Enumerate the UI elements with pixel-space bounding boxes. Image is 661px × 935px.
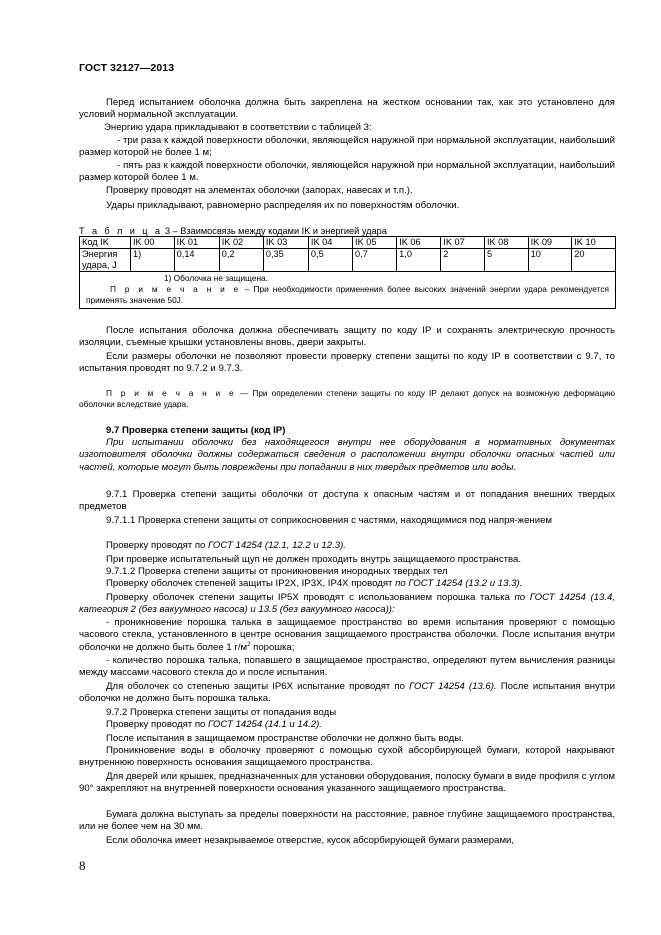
list-item: - пять раз к каждой поверхности оболочки, являющейся наружной при нормальной эксплуатации, наибольший размер которой более 1 м. [79,160,615,184]
paragraph: Удары прикладывают, равномерно распределяя их по поверхностям оболочки. [106,200,460,211]
paragraph: Для дверей или крышек, предназначенных для установки оборудования, полоску бумаги в виде профиля с углом 90° закрепляют на внутренней поверхности основания указанного защищаемого пространства. [79,771,615,795]
table-header-cell: IK 09 [528,237,572,249]
standard-reference: ГОСТ 14254 (12.1, 12.2 и 12.3). [208,540,346,551]
superscript: 2 [247,641,251,648]
table-cell: 0,2 [219,249,263,272]
text-run: Проверку проводят по [106,540,209,551]
table-header-cell: IK 03 [263,237,308,249]
table-row [80,249,616,272]
table-footnote: 1) Оболочка не защищена. [164,273,268,283]
table-header-cell: IK 05 [353,237,397,249]
paragraph: Если размеры оболочки не позволяют провести проверку степени защиты по коду IP в соответствии с 9.7, то испытания проводят по 9.7.2 и 9.7.3. [79,351,615,375]
text-run: порошка; [250,641,295,653]
standard-reference: по ГОСТ 14254 (13.2 и 13.3). [395,578,523,589]
paragraph: Энергию удара прикладывают в соответствии с таблицей 3: [104,122,372,133]
table-header-cell: IK 00 [131,237,175,249]
ik-energy-table [79,236,616,309]
paragraph: После испытания в защищаемом пространстве оболочки не должно быть воды. [106,733,464,744]
document-header: ГОСТ 32127—2013 [79,62,175,74]
table-header-cell: IK 06 [397,237,441,249]
paragraph [79,578,615,590]
text-run: Проверку оболочек степени защиты IP5X проводят с использованием порошка талька [106,592,515,603]
list-item: - три раза к каждой поверхности оболочки, являющейся наружной при нормальной эксплуатации, наибольший размер которой не более 1 м; [79,135,615,159]
note-label: П р и м е ч а н и е [106,388,237,398]
standard-reference: ГОСТ 14254 (14.1 и 14.2). [208,719,322,730]
paragraph: Перед испытанием оболочка должна быть закреплена на жестком основании так, как это установлено для условий нормальной эксплуатации. [79,97,615,121]
table-footer [80,272,616,309]
table-cell: 0,7 [353,249,397,272]
paragraph [79,540,615,552]
standard-reference: ГОСТ 14254 (13.6). [409,681,497,692]
list-item: - количество порошка талька, попавшего в защищаемое пространство, определяют путем вычисления разницы между массами часового стекла до и после испытания. [79,655,615,679]
table-cell: 1) [131,249,175,272]
paragraph: После испытания оболочка должна обеспечивать защиту по коду IP и сохранять электрическую прочность изоляции, съемные крышки установлены вновь, двери закрыты. [79,325,615,349]
table-cell: 0,35 [263,249,308,272]
table-row-label: Энергия удара, J [80,249,131,272]
table-header-cell: IK 01 [174,237,219,249]
list-item [79,617,615,654]
table-footer-row [80,272,616,309]
paragraph: Проверку проводят на элементах оболочки (запорах, навесах и т.п.). [106,185,413,196]
paragraph [79,719,615,731]
table-header-cell: IK 04 [308,237,352,249]
table-cell: 2 [441,249,485,272]
paragraph: Если оболочка имеет незакрываемое отверстие, кусок абсорбирующей бумаги размерами, [106,835,515,846]
paragraph: Проникновение воды в оболочку проверяют с помощью сухой абсорбирующей бумаги, которой накрывают внутреннюю поверхность основания защищаемого пространства. [79,745,615,769]
table-note-label: П р и м е ч а н и е [110,284,241,294]
table-caption-text: 3 – Взаимосвязь между кодами IK и энергией удара [164,226,387,236]
table-caption-label: Т а б л и ц а [79,226,163,236]
paragraph: При испытании оболочки без находящегося внутри нее оборудования в нормативных документах изготовителя оболочки должны содержаться сведения о расположении внутри оболочки опасных частей или частей, которые могут быть повреждены при попадании в них твердых предметов или воды. [79,437,615,473]
subsection-heading: 9.7.1.2 Проверка степени защиты от проникновения инородных твердых тел [106,566,448,577]
note [79,388,615,410]
paragraph: Бумага должна выступать за пределы поверхности на расстояние, равное глубине защищаемого пространства, или не более чем на 30 мм. [79,809,615,833]
table-header-row [80,237,616,249]
table-cell: 1,0 [397,249,441,272]
paragraph [79,592,615,617]
subsection-heading: 9.7.1.1 Проверка степени защиты от соприкосновения с частями, находящимися под напря-жением [106,515,553,526]
table-cell: 5 [484,249,528,272]
table-header-cell: IK 10 [572,237,616,249]
subsection-heading: 9.7.1 Проверка степени защиты оболочки от доступа к опасным частям и от попадания внешних твердых предметов [79,489,615,513]
subsection-heading: 9.7.2 Проверка степени защиты от попадания воды [106,707,337,718]
text-run: Проверку проводят по [106,719,209,730]
standard-reference: по ГОСТ 14254 (13.4, категория 2 (без вакуумного насоса) и 13.5 (без вакуумного насоса)): [79,592,615,616]
text-run: - проникновение порошка талька в защищаемое пространство во время испытания проверяют с помощью часового стекла, установленного в центре основания защищаемого пространства оболочки. После испытания внутри оболочки не должно быть более 1 г/м [79,617,615,653]
table-note-text: – При необходимости применения более высоких значений энергии удара рекомендуется применять значение 50J. [86,284,609,305]
table-header-cell: IK 08 [484,237,528,249]
text-run: После испытания внутри оболочки не должно быть порошка талька. [79,681,615,705]
paragraph [79,681,615,706]
table-cell: 0,5 [308,249,352,272]
table-cell: 0,14 [174,249,219,272]
section-heading: 9.7 Проверка степени защиты (код IP) [106,425,286,436]
text-run: Для оболочек со степенью защиты IP6X испытание проводят по [106,681,410,692]
page-number: 8 [79,858,86,873]
table-cell: 10 [528,249,572,272]
table-cell: 20 [572,249,616,272]
note-text: — При определении степени защиты по коду IP делают допуск на возможную деформацию оболочки вследствие удара. [79,388,615,409]
table-note [86,284,609,306]
paragraph: При проверке испытательный щуп не должен проходить внутрь защищаемого пространства. [106,554,522,565]
table-header-cell: Код IK [80,237,131,249]
text-run: Проверку оболочек степеней защиты IP2X, IP3X, IP4X проводят [106,578,396,589]
table-header-cell: IK 02 [219,237,263,249]
table-header-cell: IK 07 [441,237,485,249]
